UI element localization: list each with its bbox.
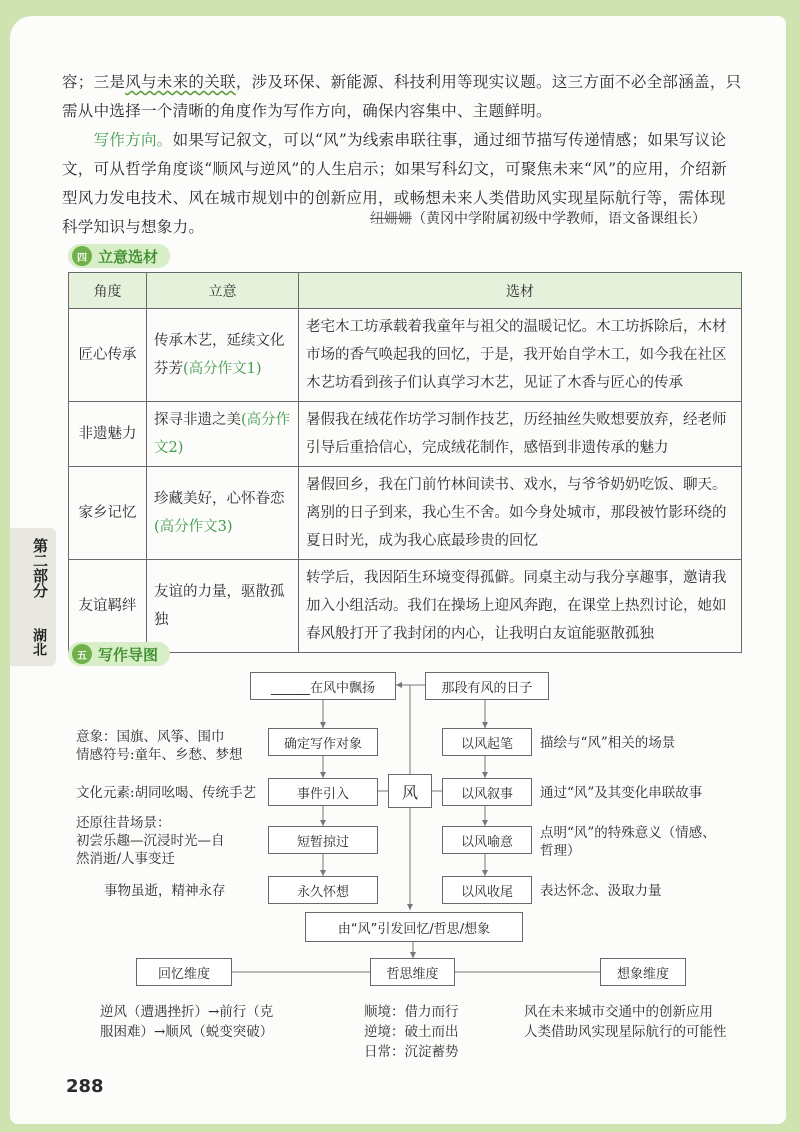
left-box-target: 确定写作对象 bbox=[268, 728, 378, 756]
cell-material: 老宅木工坊承载着我童年与祖父的温暖记忆。木工坊拆除后，木材市场的香气唤起我的回忆，于是，我开始自学木工，如今我在社区木艺坊看到孩子们认真学习木艺，见证了木香与匠心的传承 bbox=[299, 309, 742, 402]
direction-line-1: 写作方向。如果写记叙文，可以“风”为线索串联往事，通过细节描写传递情感；如果写议论 bbox=[93, 131, 727, 149]
section-title: 写作导图 bbox=[98, 645, 159, 664]
wavy-highlight: 风与未来的关联 bbox=[125, 73, 236, 91]
author-name: 纽姗姗 bbox=[370, 211, 412, 227]
col-header-idea: 立意 bbox=[147, 273, 299, 309]
section-badge-icon: 五 bbox=[72, 644, 92, 664]
right-box-start: 以风起笔 bbox=[442, 728, 532, 756]
center-wind-box: 风 bbox=[388, 774, 432, 808]
left-box-brief: 短暂掠过 bbox=[268, 826, 378, 854]
col-header-material: 选材 bbox=[299, 273, 742, 309]
left-note-scene: 还原往昔场景： 初尝乐趣—沉浸时光—自 然消逝/人事变迁 bbox=[76, 815, 225, 867]
intro-line-2: 需从中选择一个清晰的角度作为写作方向，确保内容集中、主题鲜明。 bbox=[62, 102, 552, 120]
title-box-1: ______在风中飘扬 bbox=[250, 672, 396, 700]
left-box-intro: 事件引入 bbox=[268, 778, 378, 806]
right-note-ending: 表达怀念、汲取力量 bbox=[540, 883, 662, 899]
score-tag: (高分作文2) bbox=[154, 412, 291, 456]
imagination-note: 风在未来城市交通中的创新应用 人类借助风实现星际航行的可能性 bbox=[524, 1004, 727, 1040]
intro-line-1: 容；三是风与未来的关联，涉及环保、新能源、科技利用等现实议题。这三方面不必全部涵盖，只 bbox=[62, 73, 742, 91]
direction-line-2: 文，可从哲学角度谈“顺风与逆风”的人生启示；如果写科幻文，可聚焦未来“风”的应用，介绍新 bbox=[62, 160, 727, 178]
score-tag: (高分作文3) bbox=[154, 519, 233, 535]
right-box-narrate: 以风叙事 bbox=[442, 778, 532, 806]
cell-idea: 珍藏美好，心怀眷恋(高分作文3) bbox=[147, 467, 299, 560]
col-header-angle: 角度 bbox=[69, 273, 147, 309]
right-note-story: 通过“风”及其变化串联故事 bbox=[540, 785, 703, 801]
left-box-longing: 永久怀想 bbox=[268, 876, 378, 904]
cell-idea: 友谊的力量，驱散孤独 bbox=[147, 560, 299, 653]
cell-angle: 非遗魅力 bbox=[69, 402, 147, 467]
left-note-spirit: 事物虽逝，精神永存 bbox=[104, 883, 226, 899]
left-note-imagery: 意象：国旗、风筝、围巾 情感符号:童年、乡愁、梦想 bbox=[76, 729, 243, 763]
cell-angle: 家乡记忆 bbox=[69, 467, 147, 560]
author-title: （黄冈中学附属初级中学教师，语文备课组长） bbox=[412, 211, 706, 227]
right-box-meaning: 以风喻意 bbox=[442, 826, 532, 854]
memory-note: 逆风（遭遇挫折）→前行（克 服困难）→顺风（蜕变突破） bbox=[100, 1004, 274, 1040]
direction-label: 写作方向。 bbox=[93, 131, 173, 149]
cell-idea: 探寻非遗之美(高分作文2) bbox=[147, 402, 299, 467]
philosophy-note: 顺境：借力而行 逆境：破土而出 日常：沉淀蓄势 bbox=[364, 1004, 459, 1060]
dim-box-imagination: 想象维度 bbox=[600, 958, 686, 986]
cell-material: 暑假我在绒花作坊学习制作技艺，历经抽丝失败想要放弃，经老师引导后重拾信心，完成绒花制作，感悟到非遗传承的魅力 bbox=[299, 402, 742, 467]
right-note-scene: 描绘与“风”相关的场景 bbox=[540, 735, 676, 751]
dim-box-philosophy: 哲思维度 bbox=[370, 958, 455, 986]
dim-box-memory: 回忆维度 bbox=[136, 958, 232, 986]
right-note-meaning: 点明“风”的特殊意义（情感、 哲理） bbox=[540, 825, 716, 859]
cell-idea: 传承木艺，延续文化芬芳(高分作文1) bbox=[147, 309, 299, 402]
score-tag: (高分作文1) bbox=[183, 361, 262, 377]
cell-material: 暑假回乡，我在门前竹林间读书、戏水，与爷爷奶奶吃饭、聊天。离别的日子到来，我心生不舍。如今身处城市，那段被竹影环绕的夏日时光，成为我心底最珍贵的回忆 bbox=[299, 467, 742, 560]
direction-line-4: 科学知识与想象力。 bbox=[62, 218, 205, 236]
side-part-label: 第二部分 bbox=[31, 538, 49, 598]
bottom-center-box: 由“风”引发回忆/哲思/想象 bbox=[305, 912, 523, 942]
title-box-2: 那段有风的日子 bbox=[425, 672, 549, 700]
side-province-label: 湖北 bbox=[31, 628, 47, 656]
page-number: 288 bbox=[66, 1076, 104, 1097]
right-box-ending: 以风收尾 bbox=[442, 876, 532, 904]
left-note-culture: 文化元素:胡同吆喝、传统手艺 bbox=[76, 785, 257, 801]
cell-angle: 匠心传承 bbox=[69, 309, 147, 402]
section-badge-icon: 四 bbox=[72, 246, 92, 266]
direction-line-3: 型风力发电技术、风在城市规划中的创新应用，或畅想未来人类借助风实现星际航行等，需体现 bbox=[62, 189, 726, 207]
cell-material: 转学后，我因陌生环境变得孤僻。同桌主动与我分享趣事，邀请我加入小组活动。我们在操场上迎风奔跑，在课堂上热烈讨论，她如春风般打开了我封闭的内心，让我明白友谊能驱散孤独 bbox=[299, 560, 742, 653]
section-title: 立意选材 bbox=[98, 247, 159, 266]
cell-angle: 友谊羁绊 bbox=[69, 560, 147, 653]
